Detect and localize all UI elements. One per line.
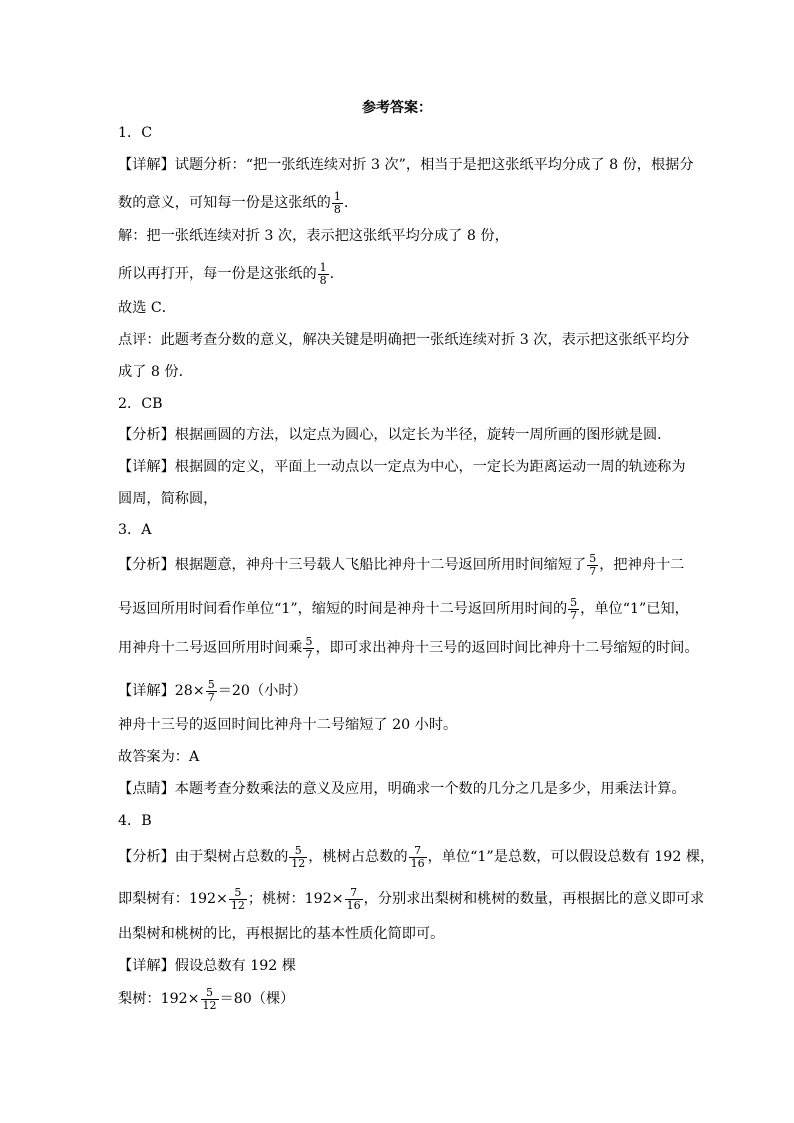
q3-line-2: 号返回所用时间看作单位“1”，缩短的时间是神舟十二号返回所用时间的 $\frac{5}{7}$ ，单位“1”已知，: [118, 595, 689, 622]
q2-number: 2．CB: [118, 396, 163, 412]
fraction: $\frac{5}{7}$: [207, 677, 215, 704]
q2-line-2: 【详解】根据圆的定义，平面上一动点以一定点为中心，一定长为距离运动一周的轨迹称为: [118, 459, 686, 475]
q1-line-3: 解：把一张纸连续对折 3 次，表示把这张纸平均分成了 8 份，: [118, 228, 509, 244]
q4-line-2: 即梨树有：192× $\frac{5}{12}$ ；桃树：192× $\frac{7}{16}$ ，分别求出梨树和桃树的数量，再根据比的意义即可求: [118, 885, 705, 912]
fraction: $\frac{5}{7}$: [570, 595, 578, 622]
fraction: $\frac{1}{8}$: [319, 260, 327, 287]
fraction: $\frac{5}{7}$: [589, 551, 597, 578]
q3-line-5: 神舟十三号的返回时间比神舟十二号缩短了 20 小时。: [118, 717, 458, 733]
fraction: $\frac{7}{16}$: [346, 885, 361, 912]
q4-line-3: 出梨树和桃树的比，再根据比的基本性质化简即可。: [118, 926, 445, 942]
fraction: $\frac{5}{12}$: [291, 843, 306, 870]
q2-line-3: 圆周，简称圆，: [118, 491, 218, 507]
q1-line-2: 数的意义，可知每一份是这张纸的 $\frac{1}{8}$ .: [118, 189, 349, 216]
fraction: $\frac{5}{12}$: [230, 885, 245, 912]
q3-line-6: 故答案为：A: [118, 749, 200, 765]
q1-line-7: 成了 8 份．: [118, 364, 193, 380]
q1-number: 1．C: [118, 125, 153, 141]
q3-line-4: 【详解】28× $\frac{5}{7}$ ＝20（小时）: [118, 677, 307, 704]
q3-number: 3．A: [118, 522, 152, 538]
q4-line-1: 【分析】由于梨树占总数的 $\frac{5}{12}$ ，桃树占总数的 $\frac{7}{16}$ ，单位“1”是总数，可以假设总数有 192 棵，: [118, 843, 715, 870]
q1-line-2-text: 数的意义，可知每一份是这张纸的: [118, 195, 331, 211]
fraction: $\frac{7}{16}$: [410, 843, 425, 870]
q3-line-3: 用神舟十二号返回所用时间乘 $\frac{5}{7}$ ，即可求出神舟十三号的返回时间比神舟十二号缩短的时间。: [118, 634, 699, 661]
q1-line-6: 点评：此题考查分数的意义，解决关键是明确把一张纸连续对折 3 次，表示把这张纸平均分: [118, 332, 690, 348]
fraction: $\frac{5}{12}$: [202, 985, 217, 1012]
q1-line-1: 【详解】试题分析：“把一张纸连续对折 3 次”，相当于是把这张纸平均分成了 8 份，根据分: [118, 157, 694, 173]
q2-line-1: 【分析】根据画圆的方法，以定点为圆心，以定长为半径，旋转一周所画的图形就是圆．: [118, 427, 672, 443]
q3-line-7: 【点睛】本题考查分数乘法的意义及应用，明确求一个数的几分之几是多少，用乘法计算。: [118, 781, 686, 797]
q3-line-1: 【分析】根据题意，神舟十三号载人飞船比神舟十二号返回所用时间缩短了 $\frac{5}{7}$ ，把神舟十二: [118, 551, 685, 578]
fraction: $\frac{1}{8}$: [333, 189, 341, 216]
q4-number: 4．B: [118, 813, 152, 829]
q4-line-5: 梨树：192× $\frac{5}{12}$ ＝80（棵）: [118, 985, 295, 1012]
page-title: 参考答案：: [362, 100, 432, 116]
q1-line-4: 所以再打开，每一份是这张纸的 $\frac{1}{8}$ .: [118, 260, 335, 287]
q1-line-5: 故选 C．: [118, 300, 176, 316]
q4-line-4: 【详解】假设总数有 192 棵: [118, 958, 296, 974]
fraction: $\frac{5}{7}$: [305, 634, 313, 661]
